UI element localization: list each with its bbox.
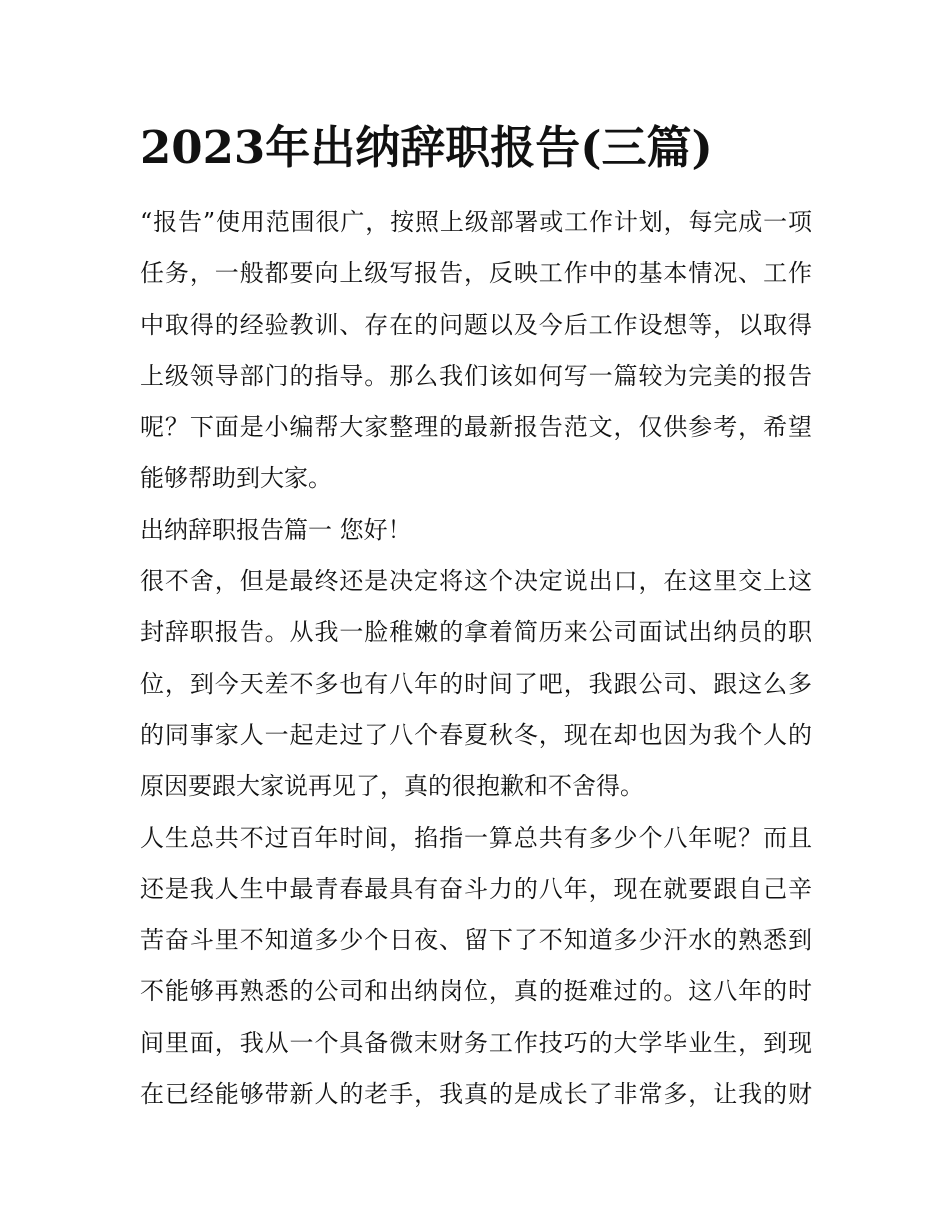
- body-paragraph: [140, 556, 812, 812]
- paragraph-line: 上级领导部门的指导。那么我们该如何写一篇较为完美的报告: [140, 361, 812, 390]
- paragraph-line: 很不舍，但是最终还是决定将这个决定说出口，在这里交上这: [140, 567, 812, 596]
- paragraph-line: 位，到今天差不多也有八年的时间了吧，我跟公司、跟这么多: [140, 669, 812, 698]
- paragraph-line: 间里面，我从一个具备微末财务工作技巧的大学毕业生，到现: [140, 1028, 812, 1057]
- paragraph-line: 苦奋斗里不知道多少个日夜、留下了不知道多少汗水的熟悉到: [140, 926, 812, 955]
- paragraph-line: 能够帮助到大家。: [140, 464, 332, 493]
- paragraph-line: 封辞职报告。从我一脸稚嫩的拿着简历来公司面试出纳员的职: [140, 618, 812, 647]
- paragraph-line: 在已经能够带新人的老手，我真的是成长了非常多，让我的财: [140, 1080, 812, 1109]
- body-paragraph: [140, 813, 812, 1121]
- paragraph-line: 的同事家人一起走过了八个春夏秋冬，现在却也因为我个人的: [140, 720, 812, 749]
- paragraph-line: 原因要跟大家说再见了，真的很抱歉和不舍得。: [140, 772, 644, 801]
- paragraph-line: 还是我人生中最青春最具有奋斗力的八年，现在就要跟自己辛: [140, 874, 812, 903]
- paragraph-line: “报告”使用范围很广，按照上级部署或工作计划，每完成一项: [140, 208, 812, 236]
- paragraph-line: 人生总共不过百年时间，掐指一算总共有多少个八年呢？而且: [140, 823, 812, 852]
- paragraph-line: 不能够再熟悉的公司和出纳岗位，真的挺难过的。这八年的时: [140, 977, 812, 1006]
- paragraph-line: 中取得的经验教训、存在的问题以及今后工作设想等，以取得: [140, 310, 812, 339]
- section-heading-paragraph: [140, 505, 812, 556]
- paragraph-line: 呢？下面是小编帮大家整理的最新报告范文，仅供参考，希望: [140, 413, 812, 442]
- section-heading: 出纳辞职报告篇一 您好！: [140, 515, 412, 544]
- paragraph-line: 任务，一般都要向上级写报告，反映工作中的基本情况、工作: [140, 259, 812, 288]
- document-body: [140, 197, 812, 1120]
- document-title: 2023年出纳辞职报告(三篇): [140, 121, 713, 174]
- intro-paragraph: [140, 197, 812, 505]
